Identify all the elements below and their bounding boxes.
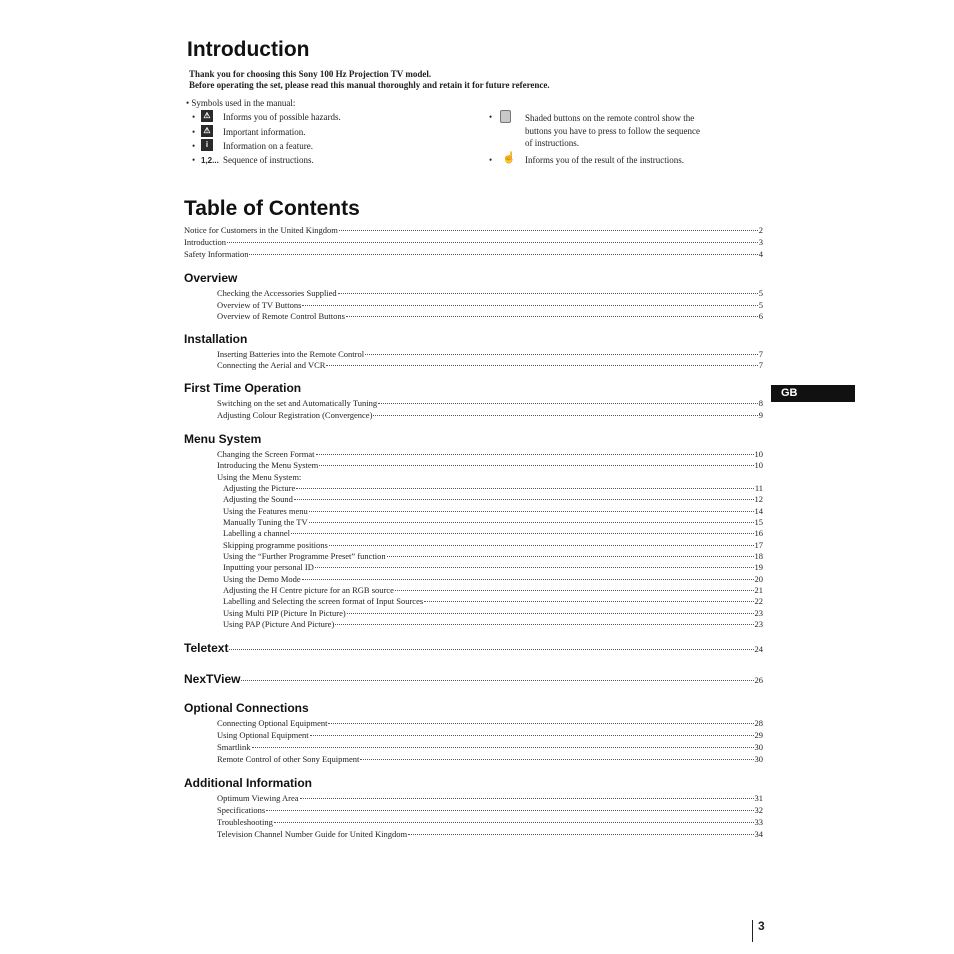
toc-entry[interactable] (223, 619, 763, 630)
toc-entry-page: 32 (754, 805, 763, 815)
toc-entry-title: Remote Control of other Sony Equipment (217, 754, 360, 764)
toc-entry-title: Overview of Remote Control Buttons (217, 311, 345, 321)
leader-dots (365, 354, 758, 355)
shaded-line-2: buttons you have to press to follow the sequence (525, 125, 700, 136)
sequence-icon: 1,2... (201, 156, 219, 165)
toc-entry[interactable] (223, 540, 763, 551)
leader-dots (338, 293, 758, 294)
introduction-heading: Introduction (187, 38, 310, 61)
page-number: 3 (758, 919, 765, 933)
leader-dots (291, 533, 753, 534)
toc-entry-title: Changing the Screen Format (217, 449, 315, 459)
toc-entry-title: Introduction (184, 237, 227, 247)
leader-dots (326, 365, 757, 366)
leader-dots (229, 649, 753, 650)
toc-section-overview[interactable]: Overview (184, 271, 238, 285)
leader-dots (339, 230, 758, 231)
leader-dots (395, 590, 754, 591)
toc-section-installation[interactable]: Installation (184, 332, 248, 346)
toc-entry-page: 26 (754, 675, 763, 685)
toc-entry-title: Using the Features menu (223, 506, 308, 516)
toc-entry-page: 31 (754, 793, 763, 803)
shaded-button-icon (500, 110, 511, 123)
toc-entry-page: 21 (754, 585, 763, 595)
leader-dots (346, 316, 758, 317)
toc-entry-title: Manually Tuning the TV (223, 517, 308, 527)
leader-dots (387, 556, 754, 557)
toc-entry-title: Switching on the set and Automatically Tuning (217, 398, 378, 408)
toc-entry-page: 14 (754, 506, 763, 516)
toc-heading: Table of Contents (184, 197, 360, 220)
leader-dots (424, 601, 753, 602)
symbol-text: Information on a feature. (223, 141, 313, 151)
toc-entry[interactable] (223, 585, 763, 596)
toc-entry-title: Smartlink (217, 742, 251, 752)
toc-entry-page: 2 (758, 225, 763, 235)
toc-entry[interactable] (217, 460, 763, 471)
toc-entry-page: 12 (754, 494, 763, 504)
leader-dots (310, 735, 754, 736)
leader-dots (319, 465, 753, 466)
toc-entry-page: 6 (758, 311, 763, 321)
leader-dots (249, 254, 757, 255)
toc-entry-page: 33 (754, 817, 763, 827)
toc-section-title: Teletext (184, 641, 229, 655)
leader-dots (302, 305, 757, 306)
toc-entry-title: Labelling and Selecting the screen format of Input Sources (223, 596, 424, 606)
toc-entry-page: 8 (758, 398, 763, 408)
toc-entry-title: Connecting Optional Equipment (217, 718, 328, 728)
toc-entry[interactable] (217, 805, 763, 816)
toc-entry-page: 23 (754, 608, 763, 618)
leader-dots (360, 759, 753, 760)
toc-entry[interactable] (223, 528, 763, 539)
shaded-line-3: of instructions. (525, 138, 579, 148)
toc-entry-title: Overview of TV Buttons (217, 300, 302, 310)
toc-entry-page: 9 (758, 410, 763, 420)
intro-thanks-text (189, 69, 550, 91)
toc-section-first-time-operation[interactable]: First Time Operation (184, 381, 302, 395)
toc-entry[interactable] (217, 793, 763, 804)
toc-entry-page: 24 (754, 644, 763, 654)
bullet: • (192, 112, 196, 122)
symbol-text: Informs you of possible hazards. (223, 112, 341, 122)
toc-entry[interactable] (223, 574, 763, 585)
thanks-line-1: Thank you for choosing this Sony 100 Hz Projection TV model. (189, 69, 432, 79)
thanks-line-2: Before operating the set, please read this manual thoroughly and retain it for future reference. (189, 80, 550, 90)
toc-section-additional-information[interactable]: Additional Information (184, 776, 312, 790)
toc-entry-title: Inputting your personal ID (223, 562, 314, 572)
toc-entry[interactable] (223, 483, 763, 494)
toc-entry[interactable] (223, 596, 763, 607)
bullet: • (192, 141, 196, 151)
toc-entry-page: 7 (758, 360, 763, 370)
toc-entry[interactable] (223, 517, 763, 528)
toc-entry-title: Labelling a channel (223, 528, 291, 538)
toc-entry[interactable] (217, 360, 763, 371)
toc-entry-title: Specifications (217, 805, 266, 815)
toc-entry-page: 22 (754, 596, 763, 606)
toc-entry[interactable] (223, 506, 763, 517)
toc-entry-page: 15 (754, 517, 763, 527)
symbol-text: Important information. (223, 127, 306, 137)
leader-dots (335, 624, 753, 625)
toc-section-title: NexTView (184, 672, 241, 686)
toc-entry-title: Television Channel Number Guide for United Kingdom (217, 829, 408, 839)
bullet: • (489, 155, 493, 165)
toc-entry-page: 17 (754, 540, 763, 550)
leader-dots (316, 454, 754, 455)
toc-entry-title: Checking the Accessories Supplied (217, 288, 337, 298)
toc-entry-page: 29 (754, 730, 763, 740)
toc-entry[interactable] (184, 249, 763, 260)
leader-dots (227, 242, 758, 243)
toc-entry-page: 34 (754, 829, 763, 839)
toc-entry[interactable] (223, 608, 763, 619)
toc-entry-title: Optimum Viewing Area (217, 793, 299, 803)
toc-entry[interactable] (217, 829, 763, 840)
toc-entry-page: 10 (754, 460, 763, 470)
symbol-text: Informs you of the result of the instructions. (525, 155, 684, 165)
leader-dots (309, 522, 754, 523)
toc-entry-title: Adjusting the H Centre picture for an RGB source (223, 585, 394, 595)
bullet: • (192, 155, 196, 165)
leader-dots (302, 579, 754, 580)
leader-dots (252, 747, 754, 748)
symbol-text: Sequence of instructions. (223, 155, 314, 165)
toc-entry-page: 23 (754, 619, 763, 629)
leader-dots (274, 822, 754, 823)
toc-entry-title: Adjusting Colour Registration (Convergence) (217, 410, 373, 420)
toc-entry-title: Skipping programme positions (223, 540, 328, 550)
toc-entry-title: Connecting the Aerial and VCR (217, 360, 326, 370)
toc-entry[interactable] (223, 562, 763, 573)
toc-entry[interactable] (217, 742, 763, 753)
leader-dots (296, 488, 754, 489)
toc-entry-page: 28 (754, 718, 763, 728)
toc-entry-title: Using Optional Equipment (217, 730, 309, 740)
toc-entry-title: Using PAP (Picture And Picture) (223, 619, 335, 629)
hazard-icon: ⚠ (201, 110, 213, 122)
toc-entry-title: Troubleshooting (217, 817, 273, 827)
leader-dots (329, 545, 754, 546)
toc-entry-page: 30 (754, 754, 763, 764)
toc-entry-page: 20 (754, 574, 763, 584)
toc-entry-title: Safety Information (184, 249, 249, 259)
toc-entry-title: Notice for Customers in the United Kingdom (184, 225, 338, 235)
toc-entry[interactable] (217, 754, 763, 765)
language-tab-gb: GB (771, 385, 855, 402)
toc-entry[interactable] (217, 449, 763, 460)
toc-entry[interactable] (184, 225, 763, 236)
toc-section-teletext[interactable] (184, 641, 763, 655)
toc-entry-title: Using Multi PIP (Picture In Picture) (223, 608, 346, 618)
toc-entry-page: 30 (754, 742, 763, 752)
toc-entry-page: 7 (758, 349, 763, 359)
toc-entry[interactable] (223, 551, 763, 562)
toc-entry-title: Inserting Batteries into the Remote Control (217, 349, 365, 359)
toc-entry[interactable] (217, 718, 763, 729)
toc-entry[interactable] (217, 817, 763, 828)
toc-section-menu-system[interactable]: Menu System (184, 432, 262, 446)
leader-dots (294, 499, 754, 500)
leader-dots (300, 798, 754, 799)
toc-section-optional-connections[interactable]: Optional Connections (184, 701, 309, 715)
toc-entry-title: Using the Menu System: (217, 472, 302, 482)
symbol-text (525, 112, 700, 150)
toc-entry-page: 11 (754, 483, 763, 493)
toc-entry[interactable] (217, 730, 763, 741)
important-icon: ⚠ (201, 125, 213, 137)
toc-entry-page: 4 (758, 249, 763, 259)
toc-entry-title: Using the Demo Mode (223, 574, 301, 584)
toc-entry-page: 5 (758, 300, 763, 310)
bullet: • (192, 127, 196, 137)
toc-entry-page: 19 (754, 562, 763, 572)
toc-entry[interactable] (217, 398, 763, 409)
result-hand-icon: ☝ (502, 152, 516, 164)
toc-entry[interactable] (217, 349, 763, 360)
leader-dots (378, 403, 758, 404)
symbols-heading: • Symbols used in the manual: (186, 98, 296, 108)
toc-entry-page: 10 (754, 449, 763, 459)
toc-entry[interactable] (217, 288, 763, 299)
leader-dots (408, 834, 753, 835)
page-number-divider (752, 920, 753, 942)
leader-dots (315, 567, 754, 568)
leader-dots (309, 511, 754, 512)
toc-entry-title: Using the “Further Programme Preset” function (223, 551, 386, 561)
toc-entry-title: Adjusting the Picture (223, 483, 296, 493)
leader-dots (328, 723, 753, 724)
leader-dots (241, 680, 753, 681)
shaded-line-1: Shaded buttons on the remote control show the (525, 113, 695, 123)
toc-entry[interactable] (217, 300, 763, 311)
leader-dots (347, 613, 754, 614)
toc-subheading (217, 472, 763, 483)
toc-entry[interactable] (223, 494, 763, 505)
toc-entry-page: 18 (754, 551, 763, 561)
toc-entry-title: Introducing the Menu System (217, 460, 319, 470)
toc-entry-title: Adjusting the Sound (223, 494, 293, 504)
toc-entry-page: 5 (758, 288, 763, 298)
bullet: • (489, 112, 493, 122)
info-icon: i (201, 139, 213, 151)
toc-entry-page: 3 (758, 237, 763, 247)
leader-dots (266, 810, 753, 811)
toc-entry[interactable] (217, 311, 763, 322)
leader-dots (373, 415, 757, 416)
toc-section-nextview[interactable] (184, 672, 763, 686)
toc-entry[interactable] (184, 237, 763, 248)
toc-entry-page: 16 (754, 528, 763, 538)
toc-entry[interactable] (217, 410, 763, 421)
